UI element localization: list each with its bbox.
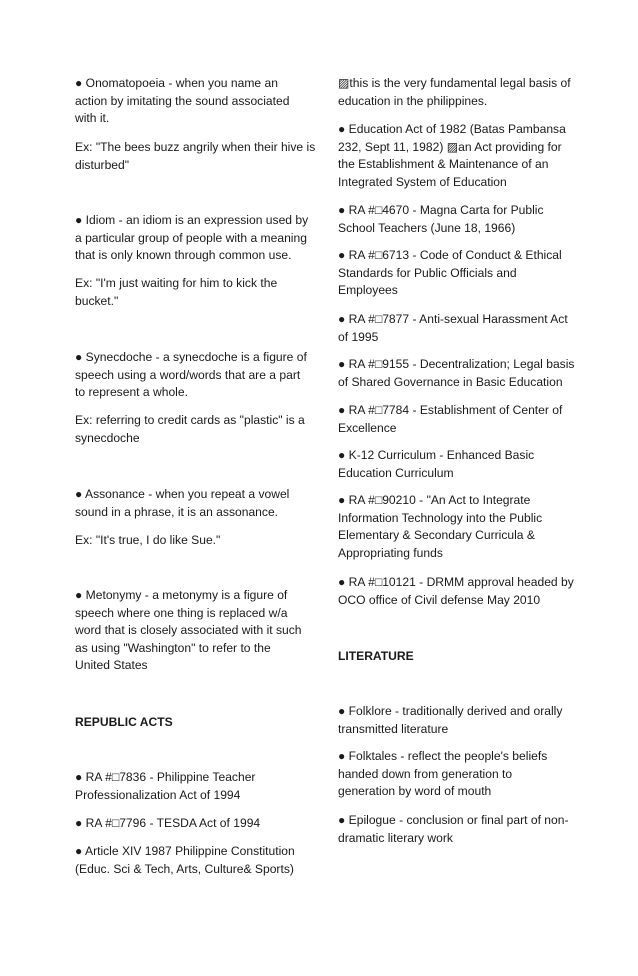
onomatopoeia-example: Ex: "The bees buzz angrily when their hive is disturbed"	[75, 140, 316, 172]
folktales-item: ● Folktales - reflect the people's beliefs handed down from generation to generation by word of mouth	[338, 749, 548, 798]
constitution-note: ▨this is the very fundamental legal basis of education in the philippines.	[338, 76, 571, 108]
idiom-paragraph: ● Idiom - an idiom is an expression used by a particular group of people with a meaning that is only known through common use.	[75, 213, 309, 262]
ra-9155-item: ● RA #□9155 - Decentralization; Legal basis of Shared Governance in Basic Education	[338, 357, 575, 389]
onomatopoeia-paragraph: ● Onomatopoeia - when you name an action by imitating the sound associated with it.	[75, 76, 290, 125]
education-act-item: ● Education Act of 1982 (Batas Pambansa 232, Sept 11, 1982) ▨an Act providing for the Establishment & Maintenance of an Integrated System of Education	[338, 122, 566, 189]
idiom-example: Ex: "I'm just waiting for him to kick the bucket."	[75, 276, 278, 308]
synecdoche-example: Ex: referring to credit cards as "plastic" is a synecdoche	[75, 413, 305, 445]
assonance-example: Ex: "It's true, I do like Sue."	[75, 533, 221, 547]
folklore-item: ● Folklore - traditionally derived and orally transmitted literature	[338, 704, 563, 736]
ra-6713-item: ● RA #□6713 - Code of Conduct & Ethical Standards for Public Officials and Employees	[338, 248, 562, 297]
epilogue-item: ● Epilogue - conclusion or final part of non- dramatic literary work	[338, 813, 569, 845]
k12-curriculum-item: ● K-12 Curriculum - Enhanced Basic Education Curriculum	[338, 448, 535, 480]
ra-7784-item: ● RA #□7784 - Establishment of Center of Excellence	[338, 403, 563, 435]
synecdoche-paragraph: ● Synecdoche - a synecdoche is a figure of speech using a word/words that are a part to represent a whole.	[75, 350, 307, 399]
ra-10121-item: ● RA #□10121 - DRMM approval headed by OCO office of Civil defense May 2010	[338, 575, 574, 607]
republic-acts-heading: REPUBLIC ACTS	[75, 715, 173, 729]
ra-90210-item: ● RA #□90210 - "An Act to Integrate Information Technology into the Public Elementary & Secondary Curricula & Appropriating funds	[338, 493, 543, 560]
ra-7836-item: ● RA #□7836 - Philippine Teacher Professionalization Act of 1994	[75, 770, 256, 802]
article-xiv-item: ● Article XIV 1987 Philippine Constitution (Educ. Sci & Tech, Arts, Culture& Sports)	[75, 844, 295, 876]
literature-heading: LITERATURE	[338, 649, 414, 663]
ra-4670-item: ● RA #□4670 - Magna Carta for Public School Teachers (June 18, 1966)	[338, 203, 544, 235]
ra-7877-item: ● RA #□7877 - Anti-sexual Harassment Act of 1995	[338, 312, 568, 344]
ra-7796-item: ● RA #□7796 - TESDA Act of 1994	[75, 816, 261, 830]
assonance-paragraph: ● Assonance - when you repeat a vowel sound in a phrase, it is an assonance.	[75, 487, 290, 519]
metonymy-paragraph: ● Metonymy - a metonymy is a figure of speech where one thing is replaced w/a word that is closely associated with it such as using "Washington" to refer to the United States	[75, 588, 302, 672]
